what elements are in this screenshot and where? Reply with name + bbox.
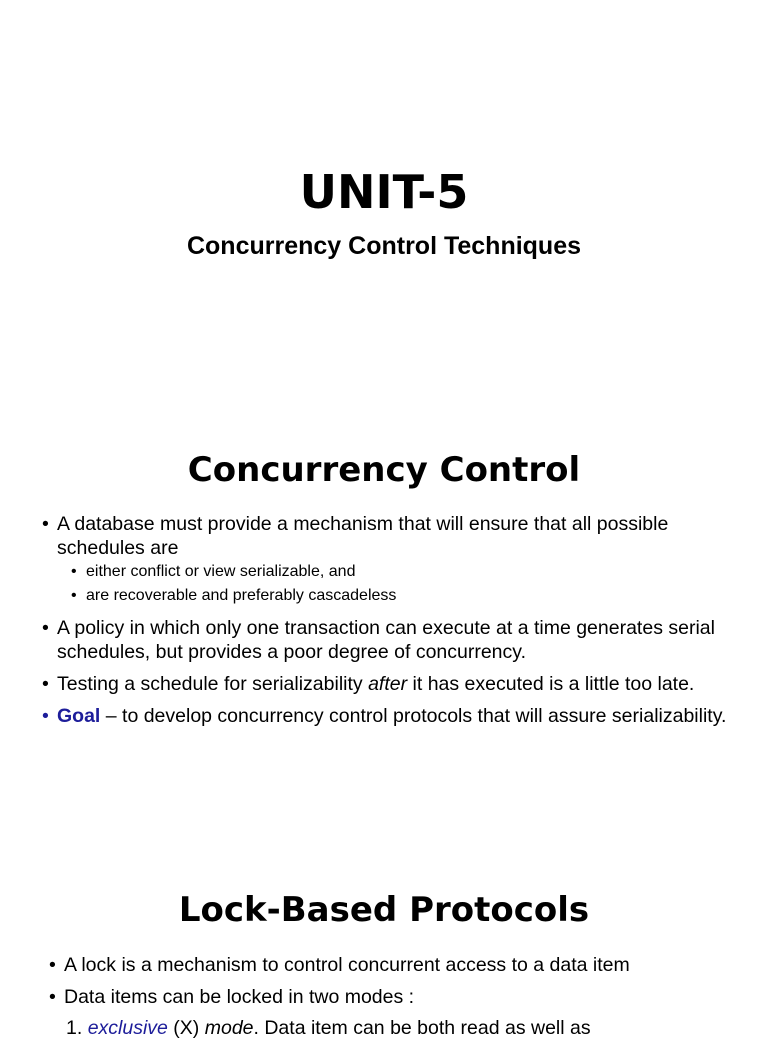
bullet-mechanism: • A database must provide a mechanism that will ensure that all possible schedules are [42, 512, 732, 560]
lock-bullet-list [49, 953, 739, 1009]
sub-bullet-serializable: • either conflict or view serializable, and [42, 560, 732, 584]
bullet-goal: • Goal – to develop concurrency control protocols that will assure serializability. [42, 704, 732, 728]
concurrency-control-title: Concurrency Control [187, 450, 581, 490]
sub-bullet-recoverable: • are recoverable and preferably cascadeless [42, 584, 732, 608]
unit-title: UNIT-5 [299, 165, 469, 219]
bullet-policy: • A policy in which only one transaction can execute at a time generates serial schedules, but provides a poor degree of concurrency. [42, 616, 732, 664]
exclusive-keyword: exclusive [87, 1017, 168, 1039]
numbered-item-exclusive: 1. exclusive (X) mode. Data item can be both read as well as [66, 1017, 591, 1039]
goal-label: Goal [57, 705, 101, 727]
unit-subtitle: Concurrency Control Techniques [186, 232, 582, 260]
bullet-lock-definition: • A lock is a mechanism to control concurrent access to a data item [49, 953, 739, 977]
bullet-testing: • Testing a schedule for serializability after it has executed is a little too late. [42, 672, 732, 696]
concurrency-bullet-list [42, 512, 732, 728]
lock-based-protocols-title: Lock-Based Protocols [178, 890, 590, 930]
bullet-lock-modes: • Data items can be locked in two modes : [49, 985, 739, 1009]
